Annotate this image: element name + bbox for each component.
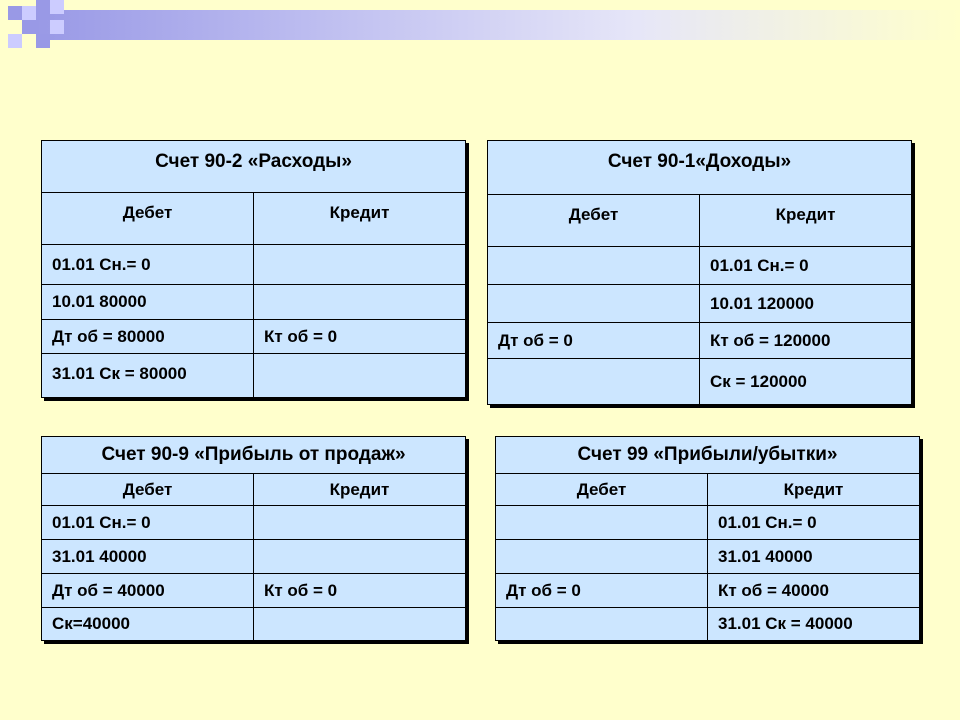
debit-cell: 10.01 80000 bbox=[42, 285, 254, 320]
credit-header: Кредит bbox=[254, 193, 466, 245]
decor-square bbox=[22, 6, 36, 20]
account-title: Счет 90-2 «Расходы» bbox=[42, 141, 466, 193]
credit-cell: 31.01 40000 bbox=[708, 540, 920, 574]
decor-square bbox=[8, 34, 22, 48]
account-title: Счет 99 «Прибыли/убытки» bbox=[496, 437, 920, 474]
decor-square bbox=[36, 0, 50, 20]
credit-cell: 01.01 Сн.= 0 bbox=[700, 247, 912, 285]
credit-header: Кредит bbox=[708, 474, 920, 506]
credit-header: Кредит bbox=[254, 474, 466, 506]
account-90-9-table bbox=[41, 436, 466, 641]
header-gradient-bar bbox=[36, 10, 960, 40]
debit-cell: Ск=40000 bbox=[42, 608, 254, 641]
credit-cell bbox=[254, 285, 466, 320]
debit-cell: Дт об = 0 bbox=[496, 574, 708, 608]
credit-cell bbox=[254, 354, 466, 398]
decor-square bbox=[50, 0, 64, 14]
account-90-2-table bbox=[41, 140, 466, 398]
credit-cell: Ск = 120000 bbox=[700, 359, 912, 405]
debit-cell: Дт об = 40000 bbox=[42, 574, 254, 608]
credit-header: Кредит bbox=[700, 195, 912, 247]
decor-square bbox=[8, 6, 22, 20]
debit-header: Дебет bbox=[496, 474, 708, 506]
credit-cell: Кт об = 40000 bbox=[708, 574, 920, 608]
debit-header: Дебет bbox=[42, 474, 254, 506]
credit-cell bbox=[254, 540, 466, 574]
account-90-1-table bbox=[487, 140, 912, 405]
credit-cell: 31.01 Ск = 40000 bbox=[708, 608, 920, 641]
decor-square bbox=[36, 34, 50, 48]
account-title: Счет 90-1«Доходы» bbox=[488, 141, 912, 195]
debit-cell: Дт об = 0 bbox=[488, 323, 700, 359]
debit-cell: Дт об = 80000 bbox=[42, 320, 254, 354]
debit-cell bbox=[496, 506, 708, 540]
credit-cell bbox=[254, 608, 466, 641]
debit-header: Дебет bbox=[488, 195, 700, 247]
credit-cell: 01.01 Сн.= 0 bbox=[708, 506, 920, 540]
account-99-table bbox=[495, 436, 920, 641]
debit-cell: 01.01 Сн.= 0 bbox=[42, 245, 254, 285]
credit-cell: Кт об = 0 bbox=[254, 320, 466, 354]
debit-cell bbox=[496, 608, 708, 641]
debit-header: Дебет bbox=[42, 193, 254, 245]
debit-cell bbox=[488, 285, 700, 323]
debit-cell: 01.01 Сн.= 0 bbox=[42, 506, 254, 540]
debit-cell bbox=[488, 359, 700, 405]
debit-cell bbox=[496, 540, 708, 574]
decor-square bbox=[50, 20, 64, 34]
credit-cell: 10.01 120000 bbox=[700, 285, 912, 323]
credit-cell: Кт об = 0 bbox=[254, 574, 466, 608]
debit-cell: 31.01 Ск = 80000 bbox=[42, 354, 254, 398]
credit-cell: Кт об = 120000 bbox=[700, 323, 912, 359]
decor-square bbox=[22, 20, 36, 34]
credit-cell bbox=[254, 506, 466, 540]
credit-cell bbox=[254, 245, 466, 285]
account-title: Счет 90-9 «Прибыль от продаж» bbox=[42, 437, 466, 474]
debit-cell bbox=[488, 247, 700, 285]
debit-cell: 31.01 40000 bbox=[42, 540, 254, 574]
